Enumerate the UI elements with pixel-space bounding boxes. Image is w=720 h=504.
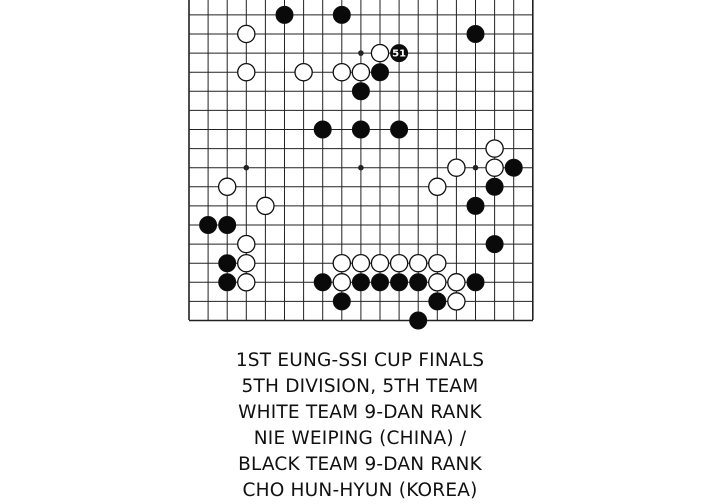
- caption-line-4: NIE WEIPING (CHINA) /: [253, 428, 467, 449]
- black-stone: [467, 25, 484, 42]
- white-stone: [448, 293, 465, 310]
- white-stone: [333, 64, 350, 81]
- black-stone: [219, 255, 236, 272]
- black-stone: [352, 83, 369, 100]
- white-stone: [219, 178, 236, 195]
- game-caption: [0, 348, 720, 504]
- caption-line-6: CHO HUN-HYUN (KOREA): [242, 480, 478, 501]
- white-stone: [257, 197, 274, 214]
- white-stone: [352, 64, 369, 81]
- white-stone: [429, 255, 446, 272]
- white-stone: [371, 45, 388, 62]
- white-stone: [486, 159, 503, 176]
- black-stone: [391, 274, 408, 291]
- white-stone: [371, 255, 388, 272]
- white-stone: [352, 255, 369, 272]
- white-stone: [238, 236, 255, 253]
- white-stone: [333, 255, 350, 272]
- black-stone: [352, 121, 369, 138]
- white-stone: [410, 255, 427, 272]
- caption-line-1: 1ST EUNG-SSI CUP FINALS: [235, 350, 485, 371]
- black-stone: [352, 274, 369, 291]
- white-stone: [448, 159, 465, 176]
- star-point: [358, 165, 364, 171]
- white-stone: [238, 274, 255, 291]
- black-stone: [219, 274, 236, 291]
- black-stone: [410, 312, 427, 329]
- white-stone: [238, 64, 255, 81]
- black-stone: [391, 121, 408, 138]
- white-stone: [391, 255, 408, 272]
- black-stone: [200, 216, 217, 233]
- black-stone: [486, 236, 503, 253]
- white-stone: [238, 255, 255, 272]
- black-stone: [314, 121, 331, 138]
- move-number: 51: [392, 48, 407, 60]
- black-stone: [371, 64, 388, 81]
- white-stone: [448, 274, 465, 291]
- black-stone: [219, 216, 236, 233]
- star-point: [244, 165, 250, 171]
- black-stone: [505, 159, 522, 176]
- white-stone: [429, 178, 446, 195]
- caption-line-5: BLACK TEAM 9-DAN RANK: [238, 454, 482, 475]
- black-stone: [429, 293, 446, 310]
- white-stone: [333, 274, 350, 291]
- black-stone: [410, 274, 427, 291]
- black-stone: [467, 197, 484, 214]
- black-stone: [467, 274, 484, 291]
- caption-line-2: 5TH DIVISION, 5TH TEAM: [241, 376, 479, 397]
- white-stone: [295, 64, 312, 81]
- white-stone: [429, 274, 446, 291]
- star-point: [473, 165, 479, 171]
- black-stone: [276, 6, 293, 23]
- star-point: [358, 50, 364, 56]
- black-stone: [314, 274, 331, 291]
- black-stone: [486, 178, 503, 195]
- white-stone: [238, 25, 255, 42]
- white-stone: [486, 140, 503, 157]
- caption-line-3: WHITE TEAM 9-DAN RANK: [238, 402, 482, 423]
- black-stone: [333, 293, 350, 310]
- black-stone: [371, 274, 388, 291]
- black-stone: [333, 6, 350, 23]
